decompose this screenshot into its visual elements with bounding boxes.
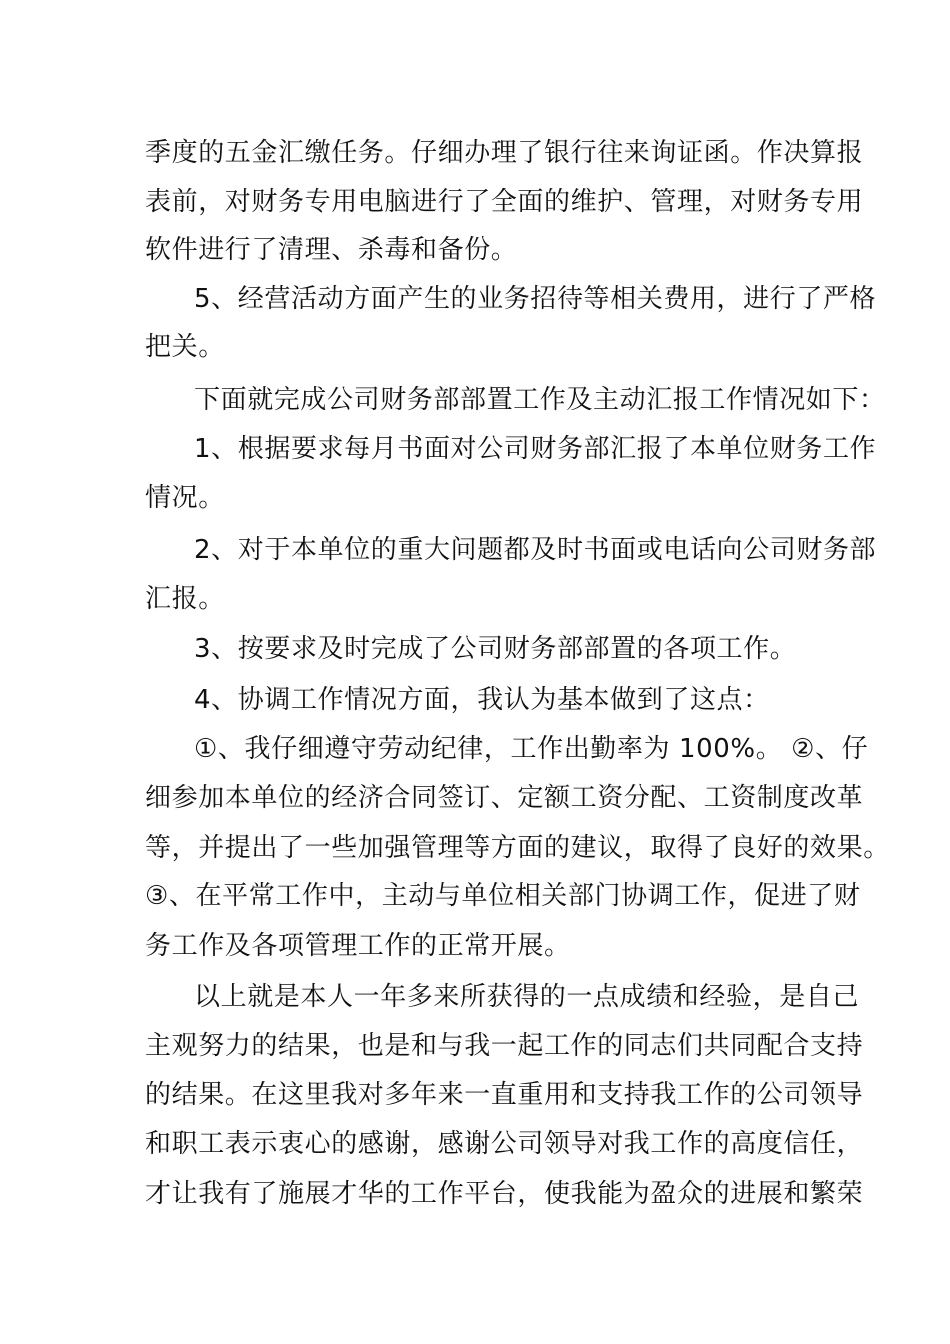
text-line: 以上就是本人一年多来所获得的一点成绩和经验，是自己 <box>194 982 860 1012</box>
text-line: 的结果。在这里我对多年来一直重用和支持我工作的公司领导 <box>145 1080 864 1110</box>
text-line: 等，并提出了一些加强管理等方面的建议，取得了良好的效果。 <box>145 833 890 863</box>
text-line: ③、在平常工作中，主动与单位相关部门协调工作，促进了财 <box>145 881 861 911</box>
text-line: 和职工表示衷心的感谢，感谢公司领导对我工作的高度信任， <box>145 1129 864 1159</box>
text-line: 季度的五金汇缴任务。仔细办理了银行往来询证函。作决算报 <box>145 138 864 168</box>
text-line: 软件进行了清理、杀毒和备份。 <box>145 235 518 265</box>
text-line: 2、对于本单位的重大问题都及时书面或电话向公司财务部 <box>194 535 877 565</box>
text-line: 4、协调工作情况方面，我认为基本做到了这点： <box>194 685 770 715</box>
text-line: 细参加本单位的经济合同签订、定额工资分配、工资制度改革 <box>145 783 864 813</box>
text-line: 情况。 <box>145 483 225 513</box>
text-line: 表前，对财务专用电脑进行了全面的维护、管理，对财务专用 <box>145 187 864 217</box>
text-line: 务工作及各项管理工作的正常开展。 <box>145 931 571 961</box>
text-line: 1、根据要求每月书面对公司财务部汇报了本单位财务工作 <box>194 434 877 464</box>
text-line: ①、我仔细遵守劳动纪律，工作出勤率为 100%。 ②、仔 <box>194 734 869 764</box>
text-line: 5、经营活动方面产生的业务招待等相关费用，进行了严格 <box>194 284 877 314</box>
text-line: 下面就完成公司财务部部置工作及主动汇报工作情况如下： <box>194 385 886 415</box>
text-line: 3、按要求及时完成了公司财务部部置的各项工作。 <box>194 634 797 664</box>
text-line: 主观努力的结果，也是和与我一起工作的同志们共同配合支持 <box>145 1031 864 1061</box>
text-line: 把关。 <box>145 332 225 362</box>
text-line: 才让我有了施展才华的工作平台，使我能为盈众的进展和繁荣 <box>145 1179 864 1209</box>
text-line: 汇报。 <box>145 584 225 614</box>
